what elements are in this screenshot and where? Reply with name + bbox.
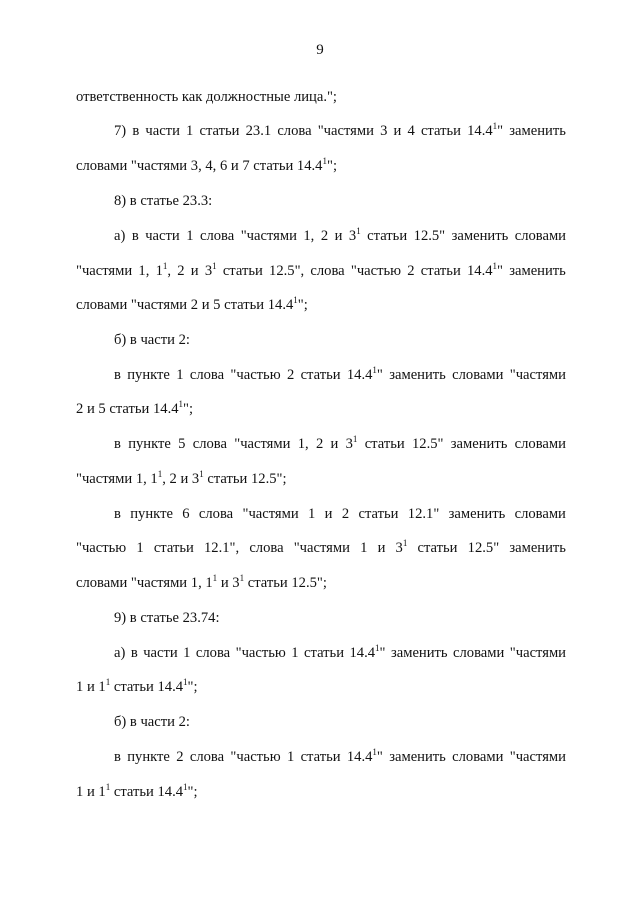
text: словами "частями 2 и 5 статьи 14.4 [76, 297, 294, 313]
text: "; [187, 679, 198, 695]
word: 1 [291, 645, 299, 661]
text: 1 [155, 263, 163, 279]
text: статьи 12.5"; [244, 575, 327, 591]
word: 12.1", [203, 540, 240, 556]
word: и [393, 123, 402, 139]
word: словами [452, 749, 504, 765]
item-9a-line-1 [114, 644, 566, 662]
word: слова [189, 749, 225, 765]
word: 2 [341, 506, 350, 522]
word: заменить [509, 263, 566, 279]
word: статьи [222, 263, 263, 279]
item-9a-line-2 [76, 678, 566, 696]
item-9b-point-2-line-1 [114, 748, 566, 766]
word: словами [452, 367, 504, 383]
word: 1, [138, 263, 150, 279]
text: статьи 14.4 [110, 679, 184, 695]
word: пункте [130, 506, 173, 522]
word: заменить [389, 367, 446, 383]
word: статьи [358, 506, 399, 522]
text: "; [183, 401, 194, 417]
word: "частями [76, 263, 133, 279]
word: и [330, 436, 339, 452]
word: "частями [234, 436, 291, 452]
text: статьи 12.5"; [203, 471, 287, 487]
text: 3 [348, 228, 357, 244]
word: статьи [367, 228, 408, 244]
item-7-line-2 [76, 157, 566, 175]
word: 1 [136, 540, 144, 556]
item-8-heading: 8) в статье 23.3: [114, 193, 213, 209]
text: 1 и 1 [76, 784, 106, 800]
word [347, 748, 383, 766]
word: 12.5" [411, 436, 444, 452]
text: 14.4 [346, 749, 373, 765]
word: заменить [389, 749, 446, 765]
text: 2 и 5 статьи 14.4 [76, 401, 179, 417]
text: " [376, 367, 383, 383]
superscript: 1 [492, 121, 498, 131]
word: "частями [509, 367, 566, 383]
superscript: 1 [212, 573, 218, 583]
word: в [114, 749, 121, 765]
word: а) [114, 228, 126, 244]
text: , 2 и 3 [162, 471, 200, 487]
word: статьи [300, 367, 341, 383]
superscript: 1 [239, 573, 245, 583]
superscript: 1 [212, 261, 217, 271]
word: "частью [350, 263, 402, 279]
text: "; [187, 784, 198, 800]
word: статьи [420, 263, 461, 279]
word: заменить [451, 228, 509, 244]
item-8b-point-5-line-2 [76, 470, 566, 488]
text: " [497, 263, 503, 279]
word: пункте [127, 367, 170, 383]
superscript: 1 [352, 434, 358, 444]
item-8b-point-6-line-3 [76, 574, 566, 592]
word: в [114, 367, 121, 383]
word [205, 262, 217, 280]
superscript: 1 [372, 747, 377, 757]
superscript: 1 [183, 782, 188, 792]
word: "частью [76, 540, 127, 556]
word: в [131, 228, 139, 244]
word: слова [199, 228, 235, 244]
text: 3 [395, 540, 403, 556]
word: в [114, 436, 121, 452]
superscript: 1 [183, 677, 188, 687]
text: 3 [345, 436, 353, 452]
word: "частями [240, 228, 297, 244]
word: 4 [407, 123, 415, 139]
word: "частью [230, 749, 281, 765]
superscript: 1 [178, 399, 184, 409]
word: 2 [320, 228, 329, 244]
word: статьи [304, 645, 345, 661]
item-8a-line-3 [76, 296, 566, 314]
superscript: 1 [372, 365, 377, 375]
text: " [376, 749, 383, 765]
word: в [114, 506, 121, 522]
word: 12.5" [413, 228, 446, 244]
word: словами [514, 228, 566, 244]
superscript: 1 [157, 469, 163, 479]
word [396, 539, 408, 557]
text: 3 [204, 263, 213, 279]
item-8b-point-6-line-2 [76, 539, 566, 557]
word: 2 [286, 367, 295, 383]
text: 14.4 [467, 123, 493, 139]
paragraph-continuation-line: ответственность как должностные лица."; [76, 89, 337, 105]
word: части [143, 645, 178, 661]
word: 23.1 [245, 123, 272, 139]
word: 1, [297, 436, 309, 452]
word: заменить [450, 436, 508, 452]
word: статьи [199, 123, 240, 139]
word: 1 [286, 749, 295, 765]
word: "частями [509, 645, 566, 661]
word: 3 [380, 123, 388, 139]
word: заменить [390, 645, 448, 661]
word: и [377, 540, 386, 556]
word: слова [189, 367, 225, 383]
word: 1 [186, 228, 194, 244]
word: части [145, 123, 180, 139]
word: в [132, 123, 140, 139]
word: "частями [509, 749, 566, 765]
page-number: 9 [316, 42, 324, 58]
word: 2 [407, 263, 415, 279]
word: словами [514, 436, 566, 452]
word: 2 [177, 263, 185, 279]
text: словами "частями 3, 4, 6 и 7 статьи 14.4 [76, 158, 323, 174]
word: 1 [308, 506, 316, 522]
item-9-heading: 9) в статье 23.74: [114, 610, 220, 626]
word: словами [514, 506, 566, 522]
text: 14.4 [346, 367, 373, 383]
word [349, 227, 361, 245]
item-9b-point-2-line-2 [76, 783, 566, 801]
word: "частями [242, 506, 299, 522]
word: 1 [176, 367, 184, 383]
word [156, 262, 171, 280]
word [347, 366, 383, 384]
word: в [130, 645, 138, 661]
word: 5 [178, 436, 186, 452]
word: и [334, 228, 343, 244]
text: "частями 1, 1 [76, 471, 158, 487]
word [346, 435, 358, 453]
word: а) [114, 645, 126, 661]
word [467, 122, 503, 140]
superscript: 1 [322, 156, 327, 166]
word: 2 [315, 436, 324, 452]
text: "; [326, 158, 337, 174]
word: 6 [182, 506, 190, 522]
word: "частями [293, 540, 350, 556]
word: и [190, 263, 199, 279]
word: части [145, 228, 180, 244]
text: и 3 [217, 575, 240, 591]
word: 1 [186, 123, 194, 139]
text: 14.4 [349, 645, 376, 661]
word: 2 [176, 749, 184, 765]
word: статьи [417, 540, 458, 556]
word: статьи [300, 749, 341, 765]
word: слова [249, 540, 284, 556]
text: 14.4 [466, 263, 493, 279]
word: пункте [127, 749, 170, 765]
text: статьи 14.4 [110, 784, 184, 800]
word: "частью [235, 645, 286, 661]
item-8b-heading: б) в части 2: [114, 332, 190, 348]
word: слова [195, 645, 231, 661]
word: заменить [509, 123, 566, 139]
item-8b-point-1-line-1 [114, 366, 566, 384]
item-7-line-1 [114, 122, 566, 140]
word: статьи [364, 436, 405, 452]
superscript: 1 [293, 295, 298, 305]
word: 1, [303, 228, 315, 244]
item-9b-heading: б) в части 2: [114, 714, 190, 730]
word: "частями [317, 123, 374, 139]
word: 1 [360, 540, 368, 556]
text: словами "частями 1, 1 [76, 575, 213, 591]
superscript: 1 [105, 782, 111, 792]
superscript: 1 [162, 261, 168, 271]
word: 12.1" [407, 506, 440, 522]
word: заменить [448, 506, 506, 522]
superscript: 1 [105, 677, 111, 687]
item-8b-point-5-line-1 [114, 435, 566, 453]
word: заменить [509, 540, 566, 556]
item-8b-point-1-line-2 [76, 400, 566, 418]
text: "; [297, 297, 308, 313]
word: 12.5", [269, 263, 305, 279]
word: слова [310, 263, 345, 279]
item-8a-line-1 [114, 227, 566, 245]
text: 1 и 1 [76, 679, 106, 695]
superscript: 1 [375, 643, 380, 653]
word: статьи [420, 123, 461, 139]
text: " [379, 645, 386, 661]
superscript: 1 [402, 538, 408, 548]
word [467, 262, 503, 280]
word: 7) [114, 123, 127, 139]
word [349, 644, 385, 662]
item-8b-point-6-line-1 [114, 505, 566, 523]
word: 1 [183, 645, 191, 661]
word: статьи [153, 540, 194, 556]
word: 12.5" [467, 540, 500, 556]
text: , [167, 263, 172, 279]
word: слова [277, 123, 312, 139]
word: пункте [128, 436, 171, 452]
word: и [324, 506, 333, 522]
text: " [497, 123, 504, 139]
superscript: 1 [492, 261, 498, 271]
superscript: 1 [356, 226, 361, 236]
word: слова [198, 506, 234, 522]
superscript: 1 [199, 469, 204, 479]
word: словами [453, 645, 505, 661]
word: "частью [230, 367, 281, 383]
item-8a-line-2 [76, 262, 566, 280]
word: слова [192, 436, 227, 452]
